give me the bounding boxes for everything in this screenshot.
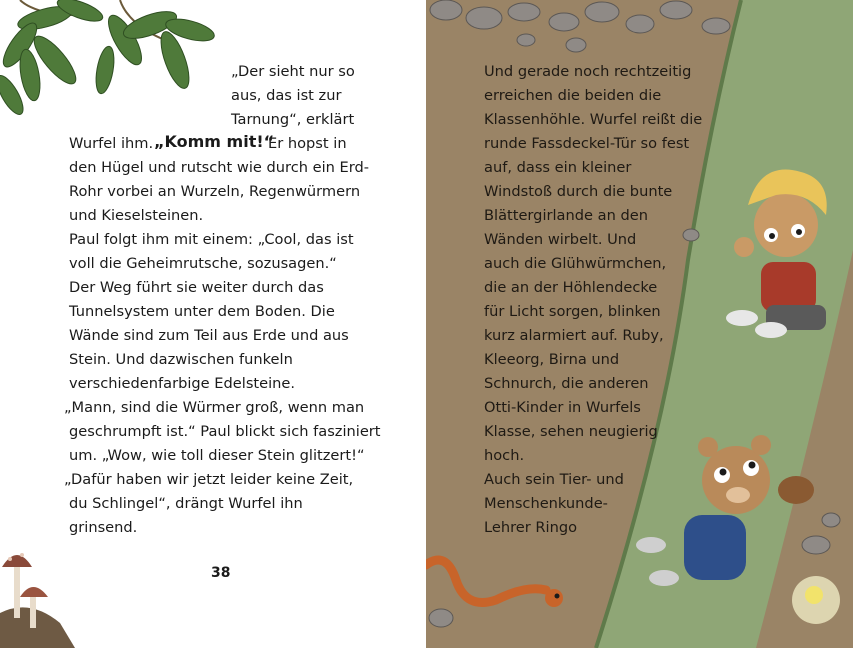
text-line: Kleeorg, Birna und [484, 351, 620, 368]
text-line: Er hopst in [268, 135, 347, 152]
text-line: auch die Glühwürmchen, [484, 255, 667, 272]
text-line: Windstoß durch die bunte [484, 183, 673, 200]
text-line: erreichen die beiden die [484, 87, 662, 104]
text-line: verschiedenfarbige Edelsteine. [69, 375, 296, 392]
left-page [0, 0, 426, 648]
text-line: Paul folgt ihm mit einem: „Cool, das ist [69, 231, 354, 248]
text-line: grinsend. [69, 519, 138, 536]
text-line: „Mann, sind die Würmer groß, wenn man [64, 399, 365, 416]
text-line: Otti-Kinder in Wurfels [484, 399, 641, 416]
text-line: Wurfel ihm. [69, 135, 154, 152]
right-page [426, 0, 853, 648]
text-line: Lehrer Ringo [484, 519, 578, 536]
text-line: auf, dass ein kleiner [484, 159, 632, 176]
text-line: Und gerade noch rechtzeitig [484, 63, 692, 80]
text-line: Klasse, sehen neugierig [484, 423, 658, 440]
text-line: „Der sieht nur so [231, 63, 355, 80]
text-line: du Schlingel“, drängt Wurfel ihn [69, 495, 303, 512]
text-line: und Kieselsteinen. [69, 207, 204, 224]
page-number: 38 [211, 565, 231, 581]
text-line: Wände sind zum Teil aus Erde und aus [69, 327, 349, 344]
text-line: geschrumpft ist.“ Paul blickt sich fasziniert [69, 423, 381, 440]
leaves-illustration [0, 0, 215, 125]
text-line: Stein. Und dazwischen funkeln [69, 351, 293, 368]
text-line: runde Fassdeckel-Tür so fest [484, 135, 690, 152]
text-line: Wänden wirbelt. Und [484, 231, 637, 248]
text-line: Rohr vorbei an Wurzeln, Regenwürmern [69, 183, 361, 200]
text-line: Tunnelsystem unter dem Boden. Die [69, 303, 335, 320]
text-line: Blättergirlande an den [484, 207, 648, 224]
text-line: Menschenkunde- [484, 495, 608, 512]
text-line: Tarnung“, erklärt [231, 111, 355, 128]
text-line: hoch. [484, 447, 525, 464]
text-line: für Licht sorgen, blinken [484, 303, 661, 320]
text-line: die an der Höhlendecke [484, 279, 658, 296]
text-line: kurz alarmiert auf. Ruby, [484, 327, 664, 344]
text-line: den Hügel und rutscht wie durch ein Erd- [69, 159, 370, 176]
emphasis-text: „Komm mit!“ [154, 132, 275, 151]
text-line: „Dafür haben wir jetzt leider keine Zeit, [64, 471, 354, 488]
text-line: um. „Wow, wie toll dieser Stein glitzert!“ [69, 447, 365, 464]
text-line: Auch sein Tier- und [484, 471, 624, 488]
text-line: aus, das ist zur [231, 87, 342, 104]
text-line: voll die Geheimrutsche, sozusagen.“ [69, 255, 337, 272]
text-line: Schnurch, die anderen [484, 375, 649, 392]
text-line: Der Weg führt sie weiter durch das [69, 279, 324, 296]
mushrooms-illustration [0, 543, 75, 648]
text-line: Klassenhöhle. Wurfel reißt die [484, 111, 703, 128]
